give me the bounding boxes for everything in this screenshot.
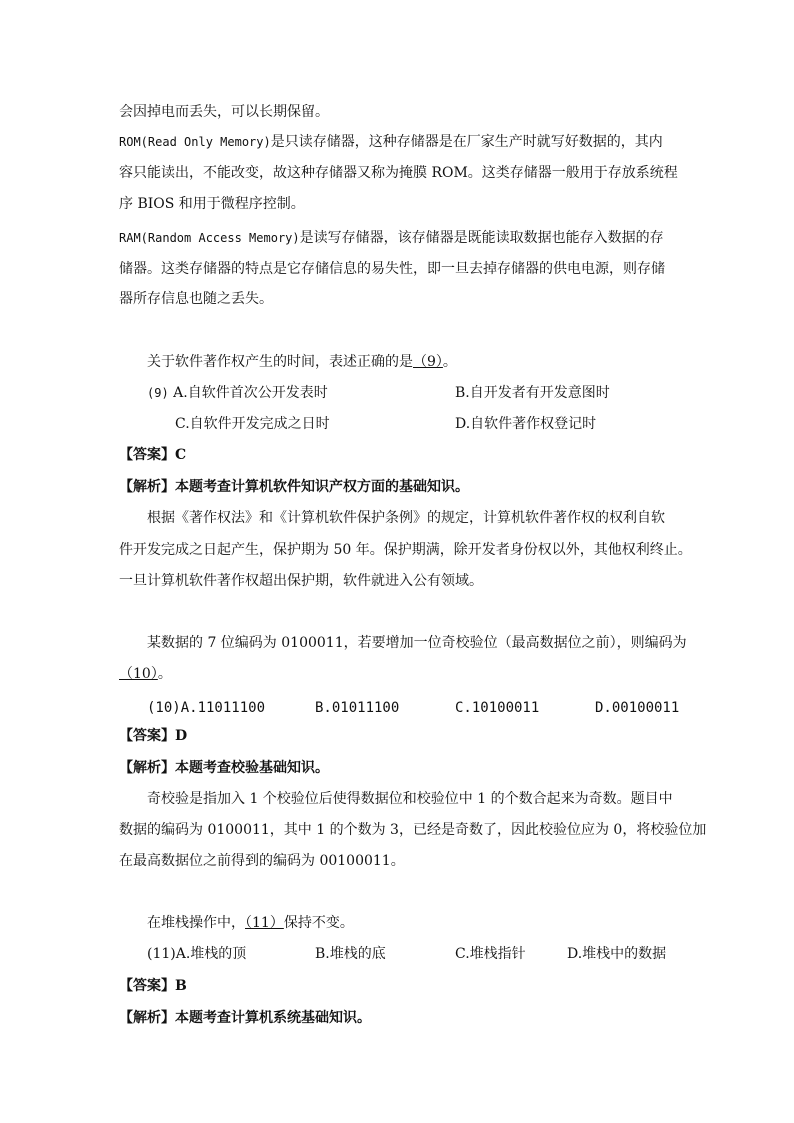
q9-number: (9)	[147, 386, 169, 400]
q9-option-c: C.自软件开发完成之日时	[175, 416, 330, 432]
q10-option-a: (10)A.11011100	[147, 700, 266, 716]
q10-option-b: B.01011100	[315, 700, 400, 716]
q9-explanation-3: 一旦计算机软件著作权超出保护期，软件就进入公有领域。	[119, 573, 483, 589]
rom-term: ROM(Read Only Memory)	[119, 135, 271, 149]
intro-line-1: 会因掉电而丢失，可以长期保留。	[119, 104, 329, 120]
q9-analysis-heading: 【解析】本题考查计算机软件知识产权方面的基础知识。	[119, 479, 469, 495]
q10-explanation-2: 数据的编码为 0100011，其中 1 的个数为 3，已经是奇数了，因此校验位应为 0，将校验位加	[119, 822, 707, 838]
ram-line-3: 器所存信息也随之丢失。	[119, 291, 273, 307]
q10-option-d: D.00100011	[595, 700, 680, 716]
q10-stem-line-2	[119, 664, 172, 684]
q9-explanation-2: 件开发完成之日起产生，保护期为 50 年。保护期满，除开发者身份权以外，其他权利终止。	[119, 542, 692, 558]
q9-option-a	[147, 383, 328, 403]
q10-stem-line-1: 某数据的 7 位编码为 0100011，若要增加一位奇校验位（最高数据位之前），则编码为	[147, 635, 687, 651]
q9-stem	[147, 352, 457, 372]
q10-stem-end: 。	[157, 666, 172, 682]
rom-line-2: 容只能读出，不能改变，故这种存储器又称为掩膜 ROM。这类存储器一般用于存放系统程	[119, 165, 678, 181]
q9-answer: 【答案】C	[119, 447, 187, 463]
q11-option-d: D.堆栈中的数据	[567, 946, 667, 962]
q9-explanation-1: 根据《著作权法》和《计算机软件保护条例》的规定，计算机软件著作权的权利自软	[147, 510, 665, 526]
q11-stem	[147, 913, 354, 933]
q9-blank: （9）	[413, 354, 443, 370]
q11-stem-end: 保持不变。	[283, 915, 354, 931]
q10-analysis-heading: 【解析】本题考查校验基础知识。	[119, 760, 329, 776]
q11-option-b: B.堆栈的底	[315, 946, 386, 962]
q9-option-b: B.自开发者有开发意图时	[455, 385, 610, 401]
q11-blank: （11）	[245, 915, 284, 931]
q11-stem-text: 在堆栈操作中，	[147, 915, 245, 931]
q10-answer: 【答案】D	[119, 728, 188, 744]
q10-explanation-3: 在最高数据位之前得到的编码为 00100011。	[119, 853, 405, 869]
ram-line-1	[119, 228, 664, 248]
q11-option-c: C.堆栈指针	[455, 946, 526, 962]
ram-line-1-text: 是读写存储器，该存储器是既能读取数据也能存入数据的存	[299, 230, 664, 246]
rom-line-1-text: 是只读存储器，这种存储器是在厂家生产时就写好数据的，其内	[270, 134, 663, 150]
q11-analysis-heading: 【解析】本题考查计算机系统基础知识。	[119, 1010, 371, 1026]
q11-answer: 【答案】B	[119, 978, 187, 994]
q9-option-a-text: A.自软件首次公开发表时	[173, 385, 328, 401]
rom-line-3: 序 BIOS 和用于微程序控制。	[119, 196, 305, 212]
ram-line-2: 储器。这类存储器的特点是它存储信息的易失性，即一旦去掉存储器的供电电源，则存储	[119, 261, 665, 277]
q10-option-c: C.10100011	[455, 700, 540, 716]
ram-term: RAM(Random Access Memory)	[119, 231, 300, 245]
q9-option-d: D.自软件著作权登记时	[455, 416, 597, 432]
q10-explanation-1: 奇校验是指加入 1 个校验位后使得数据位和校验位中 1 的个数合起来为奇数。题目中	[147, 791, 673, 807]
q9-stem-end: 。	[442, 354, 457, 370]
q10-blank: （10）	[119, 666, 158, 682]
rom-line-1	[119, 132, 663, 152]
q11-option-a: (11)A.堆栈的顶	[147, 946, 247, 962]
q9-stem-text: 关于软件著作权产生的时间，表述正确的是	[147, 354, 413, 370]
